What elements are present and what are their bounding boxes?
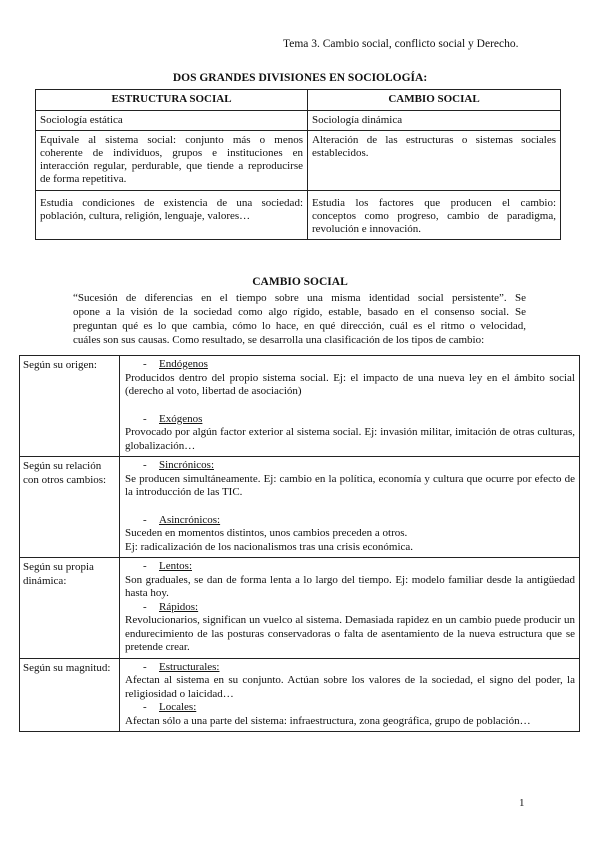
row-content bbox=[120, 558, 580, 659]
subtype-name: Estructurales: bbox=[159, 660, 220, 673]
row-label: Según su relación con otros cambios: bbox=[20, 457, 120, 558]
row-content bbox=[120, 658, 580, 732]
subtype-text: Revolucionarios, significan un vuelco al sistema. Demasiada rapidez en un cambio puede producir un endurecimiento de las posturas conservadoras o falta de asentamiento de la nueva estructura que se pretende crear. bbox=[125, 614, 575, 653]
subtype-name: Endógenos bbox=[159, 358, 208, 370]
subtype-name: Asincrónicos: bbox=[159, 513, 221, 526]
dash-marker: - bbox=[143, 600, 147, 613]
page-number: 1 bbox=[519, 797, 525, 809]
table-cell: Estudia condiciones de existencia de una sociedad: población, cultura, religión, lenguaje, valores… bbox=[36, 191, 308, 240]
dash-marker: - bbox=[143, 560, 147, 572]
dash-marker: - bbox=[143, 660, 147, 673]
intro-line: preguntan qué es lo que cambia, cómo lo hace, en qué dirección, cuál es el ritmo o velocidad, bbox=[73, 320, 526, 332]
table-cell: Equivale al sistema social: conjunto más o menos coherente de individuos, grupos e instituciones en interacción regular, perdurable, que tiende a reproducirse de forma repetitiva. bbox=[36, 131, 308, 191]
subtype-text: Afectan al sistema en su conjunto. Actúan sobre los valores de la sociedad, el signo del poder, la religiosidad o laicidad… bbox=[125, 674, 575, 700]
subtype-text: Ej: radicalización de los nacionalismos tras una crisis económica. bbox=[125, 540, 414, 553]
row-content bbox=[120, 457, 580, 558]
subtype-text: Son graduales, se dan de forma lenta a lo largo del tiempo. Ej: modelo familiar desde la antigüedad hasta hoy. bbox=[125, 573, 575, 599]
table-row bbox=[36, 111, 561, 131]
table-row bbox=[20, 356, 580, 457]
intro-line: “Sucesión de diferencias en el tiempo sobre una misma identidad social persistente”. Se bbox=[73, 292, 526, 304]
dash-marker: - bbox=[143, 358, 147, 370]
table-row bbox=[20, 658, 580, 732]
column-header-cambio: CAMBIO SOCIAL bbox=[308, 90, 561, 111]
subtype-name: Exógenos bbox=[159, 412, 203, 425]
change-types-table bbox=[19, 355, 580, 732]
table-cell: Estudia los factores que producen el cambio: conceptos como progreso, cambio de paradigma, revolución e innovación. bbox=[308, 191, 561, 240]
column-header-estructura: ESTRUCTURA SOCIAL bbox=[36, 90, 308, 111]
table-row bbox=[36, 131, 561, 191]
dash-marker: - bbox=[143, 513, 147, 526]
intro-line: opone a la visión de la sociedad como algo rígido, estable, basado en el consenso social. Se bbox=[73, 306, 526, 318]
table-cell: Alteración de las estructuras o sistemas sociales establecidos. bbox=[308, 131, 561, 191]
row-label: Según su origen: bbox=[20, 356, 120, 457]
sociology-divisions-table bbox=[35, 89, 561, 240]
page-header: Tema 3. Cambio social, conflicto social y Derecho. bbox=[283, 38, 519, 50]
row-content bbox=[120, 356, 580, 457]
subtype-text: Se producen simultáneamente. Ej: cambio en la política, economía y cultura que ocurre por efecto de la introducción de las TIC. bbox=[125, 472, 575, 498]
table-cell: Sociología dinámica bbox=[308, 111, 561, 131]
row-label: Según su magnitud: bbox=[20, 658, 120, 732]
subtype-name: Sincrónicos: bbox=[159, 459, 214, 471]
table-header-row bbox=[36, 90, 561, 111]
table-cell: Sociología estática bbox=[36, 111, 308, 131]
subtype-name: Rápidos: bbox=[159, 600, 199, 613]
subtype-text: Suceden en momentos distintos, unos cambios preceden a otros. bbox=[125, 527, 408, 539]
dash-marker: - bbox=[143, 412, 147, 425]
table-row bbox=[36, 191, 561, 240]
subtype-text: Producidos dentro del propio sistema social. Ej: el impacto de una nueva ley en el ámbito social (derecho al voto, libertad de asociación) bbox=[125, 371, 575, 397]
subtype-name: Lentos: bbox=[159, 560, 192, 572]
table-row bbox=[20, 457, 580, 558]
intro-line: cuáles son sus causas. Como resultado, se desarrolla una clasificación de los tipos de cambio: bbox=[73, 334, 485, 346]
row-label: Según su propia dinámica: bbox=[20, 558, 120, 659]
table-row bbox=[20, 558, 580, 659]
subtype-text: Provocado por algún factor exterior al sistema social. Ej: invasión militar, imitación de otras culturas, globalización… bbox=[125, 426, 575, 452]
section2-title: CAMBIO SOCIAL bbox=[252, 276, 348, 288]
dash-marker: - bbox=[143, 459, 147, 471]
intro-paragraph bbox=[73, 291, 526, 347]
subtype-name: Locales: bbox=[159, 701, 197, 713]
dash-marker: - bbox=[143, 701, 147, 713]
section1-title: DOS GRANDES DIVISIONES EN SOCIOLOGÍA: bbox=[172, 72, 428, 84]
subtype-text: Afectan sólo a una parte del sistema: infraestructura, zona geográfica, grupo de población… bbox=[125, 714, 531, 727]
